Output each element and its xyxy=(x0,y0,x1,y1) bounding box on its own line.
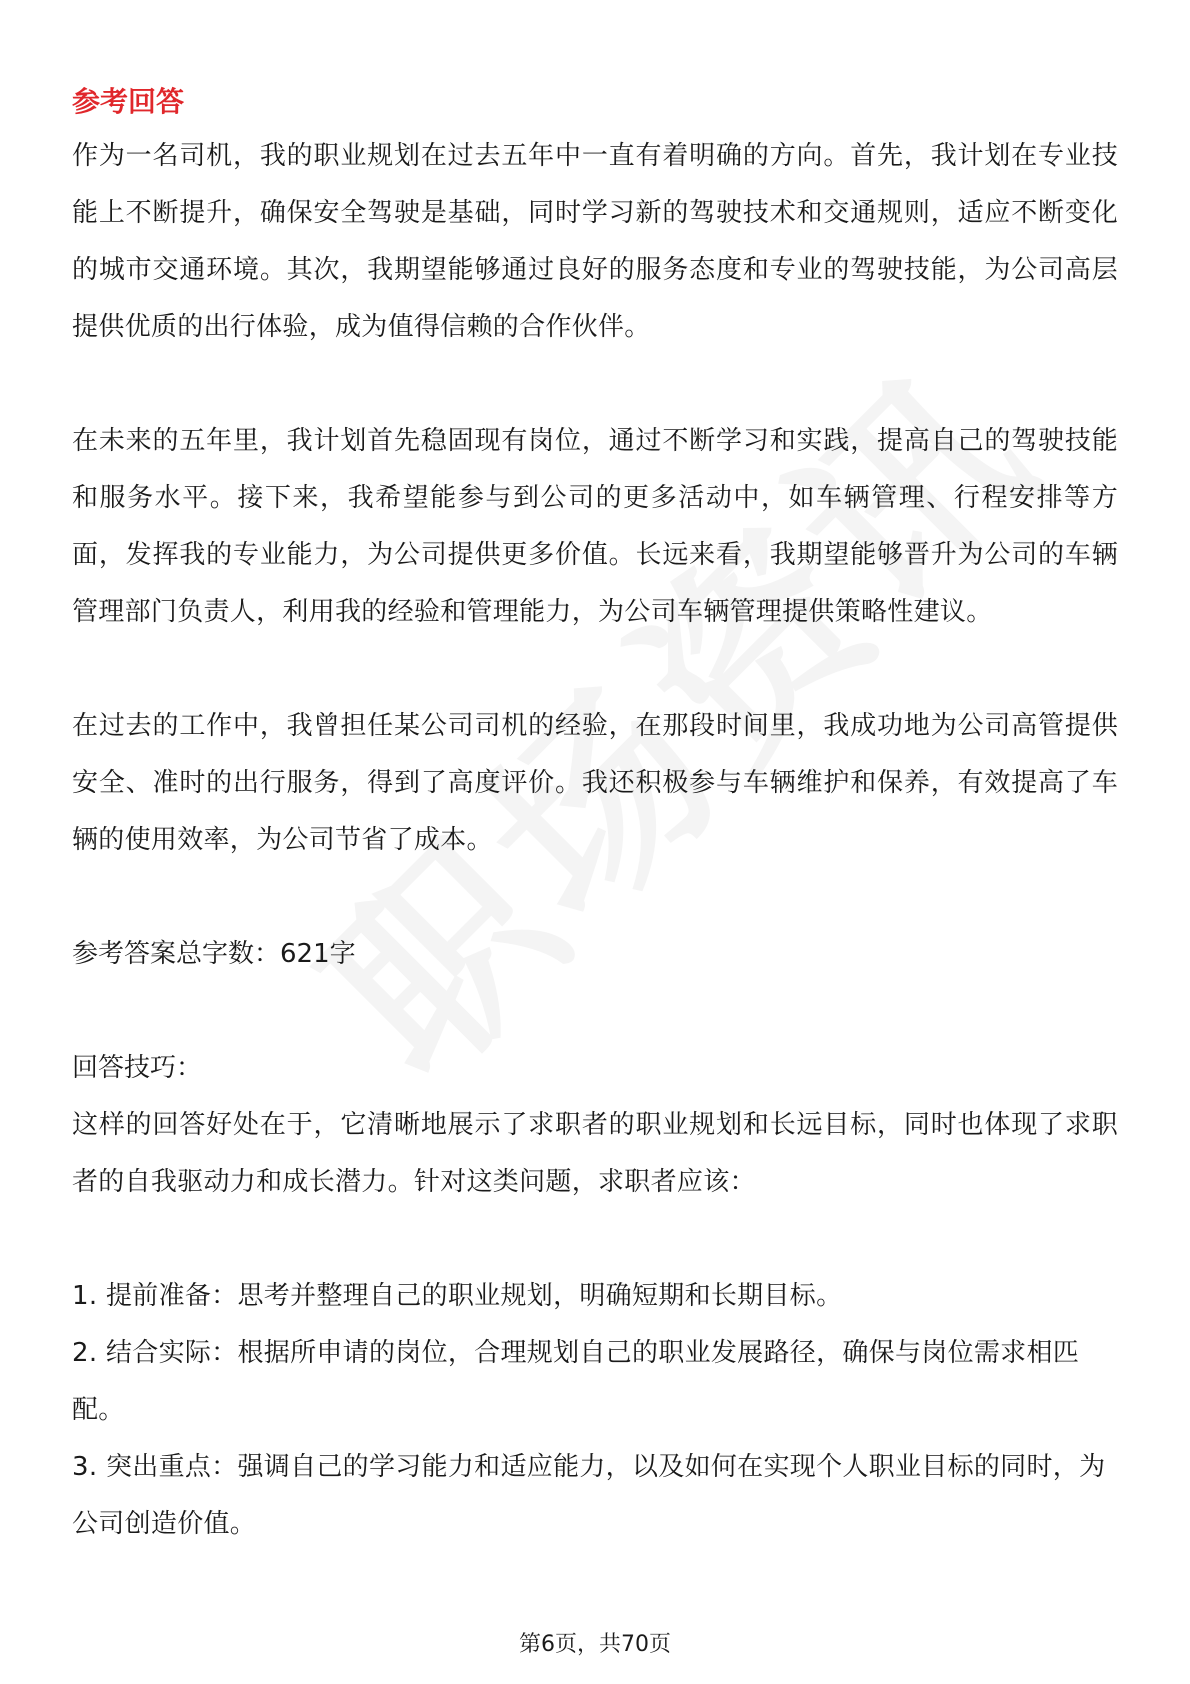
answer-heading: 参考回答 xyxy=(72,85,185,118)
page-number: 第6页，共70页 xyxy=(519,1632,671,1657)
tips-item-2: 2. 结合实际：根据所申请的岗位，合理规划自己的职业发展路径，确保与岗位需求相匹配。 xyxy=(72,1338,1080,1425)
spacer xyxy=(72,869,1118,926)
tips-item-3: 3. 突出重点：强调自己的学习能力和适应能力，以及如何在实现个人职业目标的同时，为公司创造价值。 xyxy=(72,1452,1106,1539)
answer-paragraph-1: 作为一名司机，我的职业规划在过去五年中一直有着明确的方向。首先，我计划在专业技能上不断提升，确保安全驾驶是基础，同时学习新的驾驶技术和交通规则，适应不断变化的城市交通环境。其次，我期望能够通过良好的服务态度和专业的驾驶技能，为公司高层提供优质的出行体验，成为值得信赖的合作伙伴。 xyxy=(72,141,1118,342)
word-count: 参考答案总字数：621字 xyxy=(72,939,356,969)
spacer xyxy=(72,641,1118,698)
tips-label: 回答技巧： xyxy=(72,1053,203,1083)
answer-paragraph-3: 在过去的工作中，我曾担任某公司司机的经验，在那段时间里，我成功地为公司高管提供安全、准时的出行服务，得到了高度评价。我还积极参与车辆维护和保养，有效提高了车辆的使用效率，为公司节省了成本。 xyxy=(72,711,1118,855)
spacer xyxy=(72,983,1118,1040)
spacer xyxy=(72,1211,1118,1268)
spacer xyxy=(72,356,1118,413)
tips-item-1: 1. 提前准备：思考并整理自己的职业规划，明确短期和长期目标。 xyxy=(72,1281,843,1311)
answer-paragraph-2: 在未来的五年里，我计划首先稳固现有岗位，通过不断学习和实践，提高自己的驾驶技能和服务水平。接下来，我希望能参与到公司的更多活动中，如车辆管理、行程安排等方面，发挥我的专业能力，为公司提供更多价值。长远来看，我期望能够晋升为公司的车辆管理部门负责人，利用我的经验和管理能力，为公司车辆管理提供策略性建议。 xyxy=(72,426,1118,627)
document-body xyxy=(72,76,1118,1553)
tips-intro: 这样的回答好处在于，它清晰地展示了求职者的职业规划和长远目标，同时也体现了求职者的自我驱动力和成长潜力。针对这类问题，求职者应该： xyxy=(72,1110,1118,1197)
